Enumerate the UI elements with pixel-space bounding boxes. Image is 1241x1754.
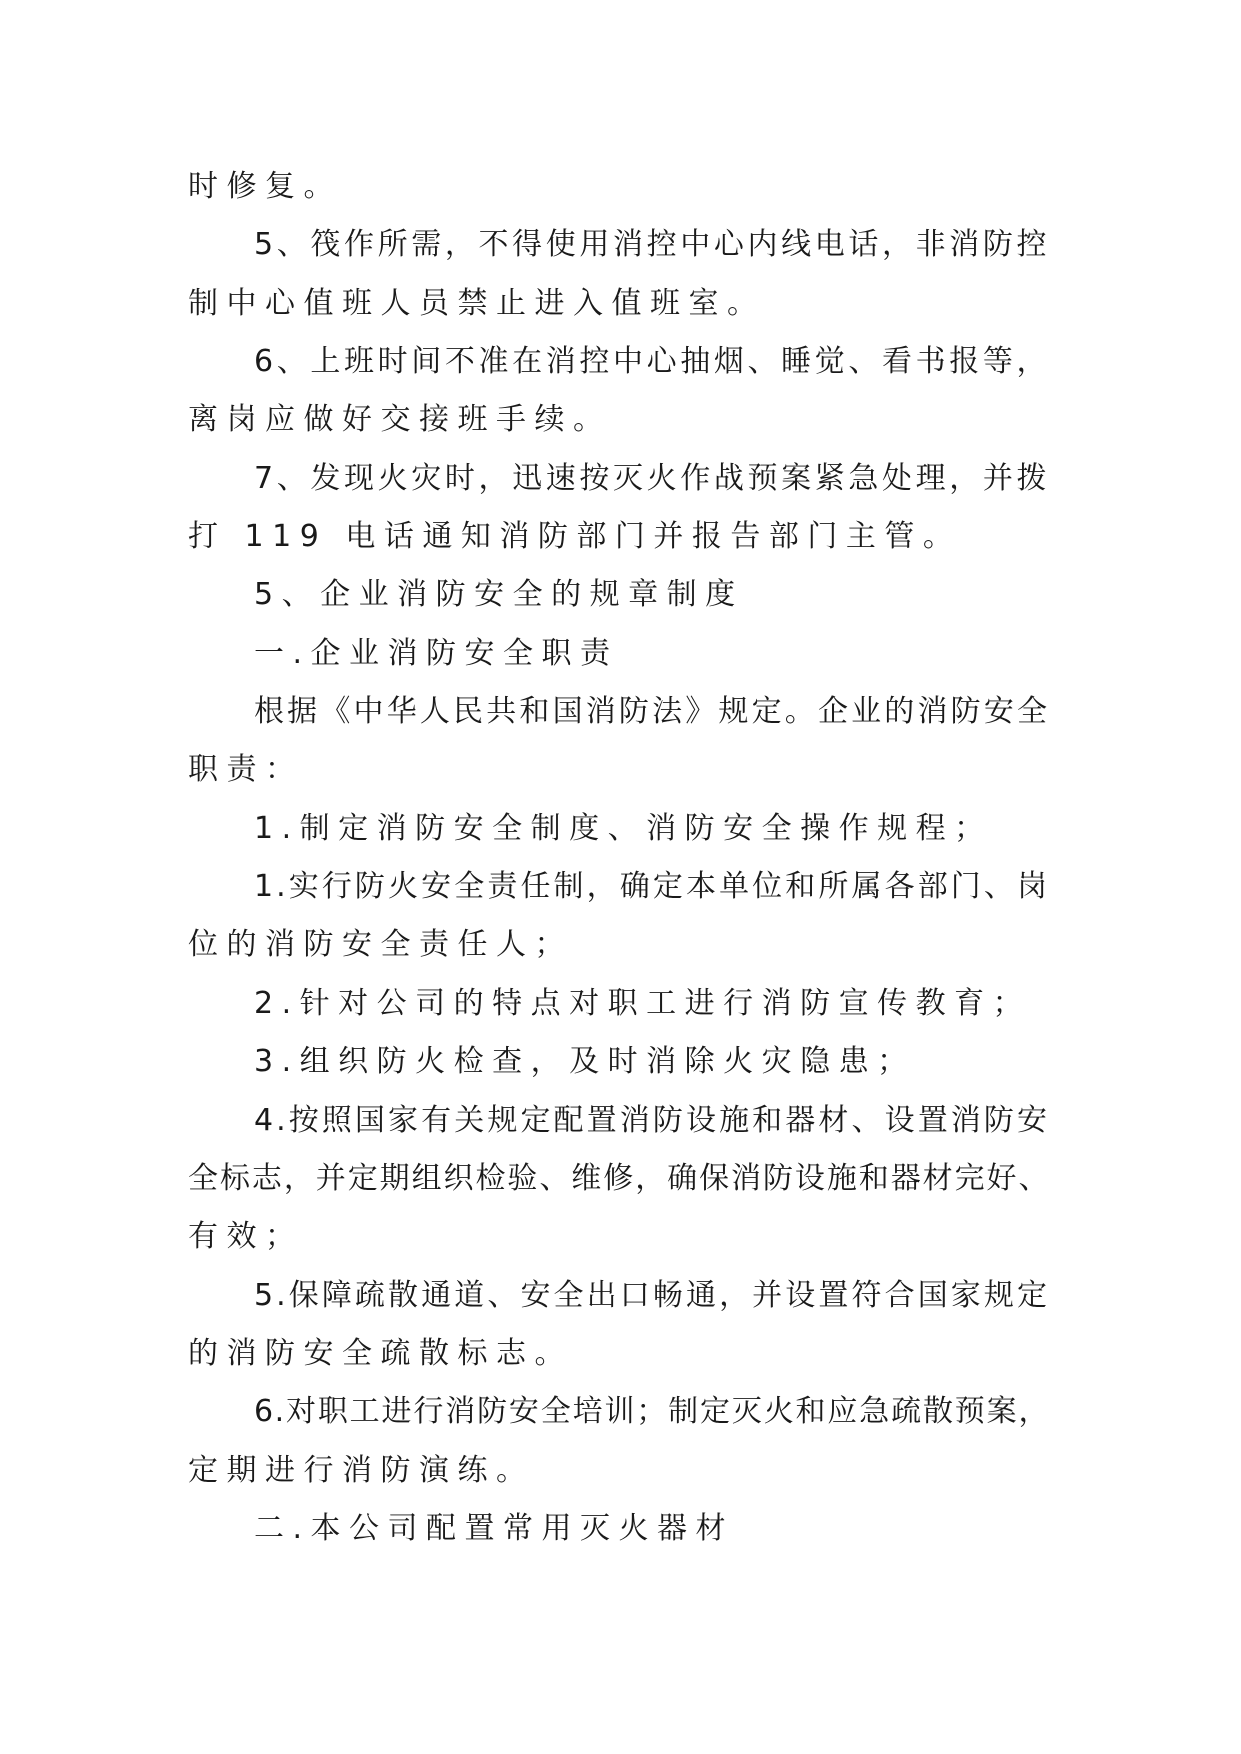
text-line: 有效； [188,1219,304,1255]
text-line: 一.企业消防安全职责 [254,635,619,671]
text-line: 4.按照国家有关规定配置消防设施和器材、设置消防安 [254,1102,1050,1138]
text-line: 6、上班时间不准在消控中心抽烟、睡觉、看书报等， [254,344,1050,380]
text-line: 6.对职工进行消防安全培训；制定灭火和应急疏散预案， [254,1394,1050,1430]
text-line: 根据《中华人民共和国消防法》规定。企业的消防安全 [254,694,1050,730]
text-line: 全标志，并定期组织检验、维修，确保消防设施和器材完好、 [188,1160,1050,1196]
text-line: 3.组织防火检查，及时消除火灾隐患； [254,1044,916,1080]
text-line: 时修复。 [188,169,342,204]
text-line: 打 119 电话通知消防部门并报告部门主管。 [188,519,962,555]
text-line: 职责： [188,752,304,788]
text-line: 的消防安全疏散标志。 [188,1335,573,1371]
text-line: 离岗应做好交接班手续。 [188,402,612,438]
text-line: 位的消防安全责任人； [188,927,573,963]
text-line: 5、企业消防安全的规章制度 [254,577,744,613]
text-line: 制中心值班人员禁止进入值班室。 [188,285,766,321]
text-line: 1.实行防火安全责任制，确定本单位和所属各部门、岗 [254,869,1050,905]
text-line: 7、发现火灾时，迅速按灭火作战预案紧急处理，并拨 [254,460,1050,496]
text-line: 2.针对公司的特点对职工进行消防宣传教育； [254,985,1032,1021]
text-line: 定期进行消防演练。 [188,1452,535,1488]
text-line: 1.制定消防安全制度、消防安全操作规程； [254,810,993,846]
text-line: 二.本公司配置常用灭火器材 [254,1510,735,1546]
text-line: 5、筏作所需，不得使用消控中心内线电话，非消防控 [254,227,1050,263]
text-line: 5.保障疏散通道、安全出口畅通，并设置符合国家规定 [254,1277,1050,1313]
document-body [188,158,1050,1558]
